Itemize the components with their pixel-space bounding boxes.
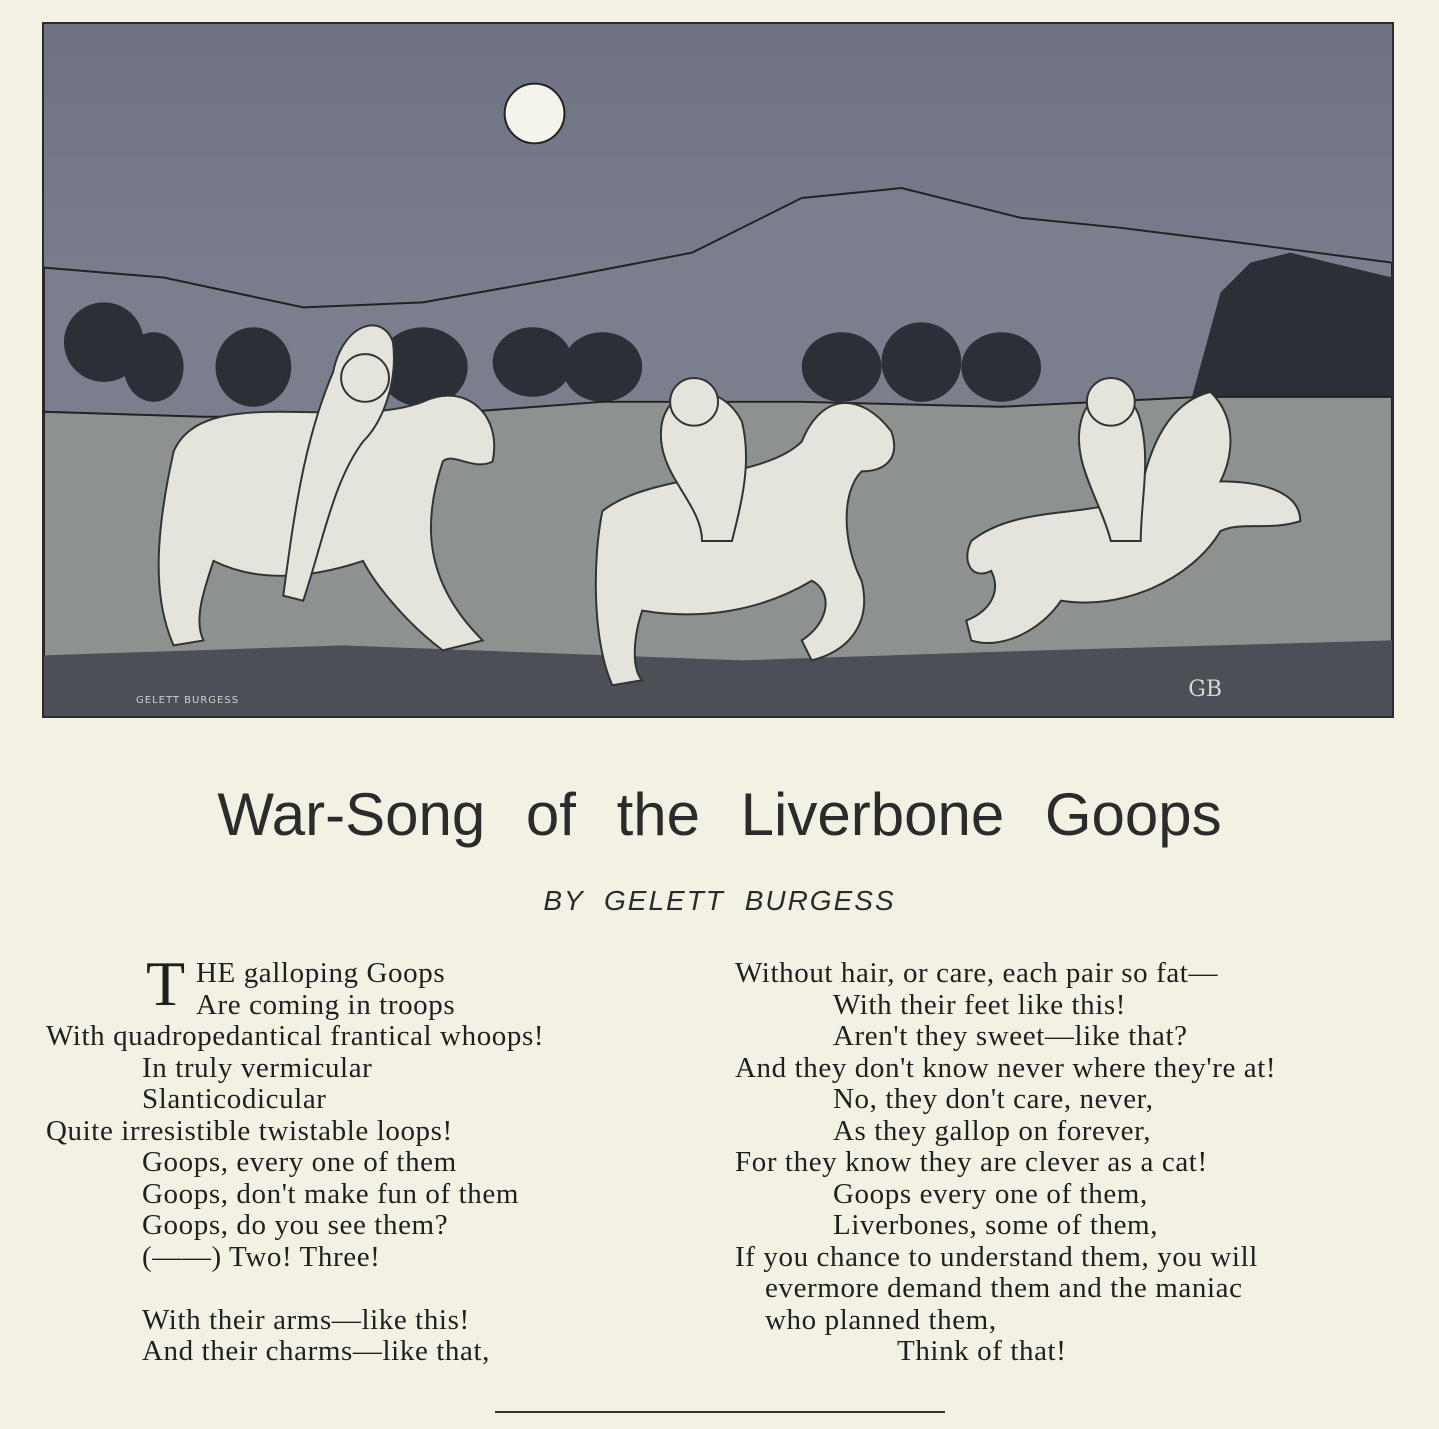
poem-line: With their feet like this! [833, 988, 1127, 1021]
stanza-break [46, 1273, 686, 1305]
poem-line: who planned them, [765, 1303, 997, 1336]
poem-line: Goops every one of them, [833, 1177, 1148, 1210]
poem-line: Quite irresistible twistable loops! [46, 1114, 453, 1147]
poem-line: In truly vermicular [142, 1051, 373, 1084]
poem-line: If you chance to understand them, you will [735, 1240, 1258, 1273]
drop-cap: T [146, 948, 186, 1019]
byline: BY GELETT BURGESS [543, 885, 896, 916]
poem-line: With quadropedantical frantical whoops! [46, 1020, 545, 1052]
poem-line: No, they don't care, never, [833, 1083, 1154, 1115]
poem-line: Goops, don't make fun of them [142, 1177, 520, 1210]
moon [505, 84, 565, 144]
poem-line: Think of that! [897, 1335, 1067, 1367]
goop-left-head [341, 354, 389, 402]
poem-line: Goops, every one of them [142, 1146, 457, 1178]
poem-line: Goops, do you see them? [142, 1209, 449, 1241]
goop-middle-head [670, 378, 718, 426]
poem-line: HE galloping Goops [196, 957, 446, 989]
goop-right-head [1087, 378, 1135, 426]
poem-line: Slanticodicular [142, 1083, 327, 1115]
poem-line: Liverbones, some of them, [833, 1209, 1159, 1241]
poem-line: Are coming in troops [196, 988, 456, 1021]
poem-line: Without hair, or care, each pair so fat— [735, 957, 1219, 989]
night-landscape-illustration [44, 24, 1392, 716]
poem-line: And their charms—like that, [142, 1335, 491, 1367]
poem-line: Aren't they sweet—like that? [833, 1020, 1188, 1052]
poem-line: evermore demand them and the maniac [765, 1272, 1243, 1304]
illustration-goops-on-horses [42, 22, 1394, 718]
poem-line: And they don't know never where they're at! [735, 1051, 1277, 1084]
poem-line: With their arms—like this! [142, 1303, 470, 1336]
poem-title: War-Song of the Liverbone Goops [217, 781, 1222, 848]
poem-left-column [46, 958, 686, 1368]
closing-rule [495, 1411, 945, 1413]
artist-monogram: GB [1188, 677, 1222, 702]
poem-right-column [735, 958, 1395, 1368]
poem-line: As they gallop on forever, [833, 1114, 1152, 1147]
artist-signature: GELETT BURGESS [136, 695, 240, 706]
poem-line: (——) Two! Three! [142, 1240, 381, 1273]
poem-line: For they know they are clever as a cat! [735, 1146, 1208, 1178]
